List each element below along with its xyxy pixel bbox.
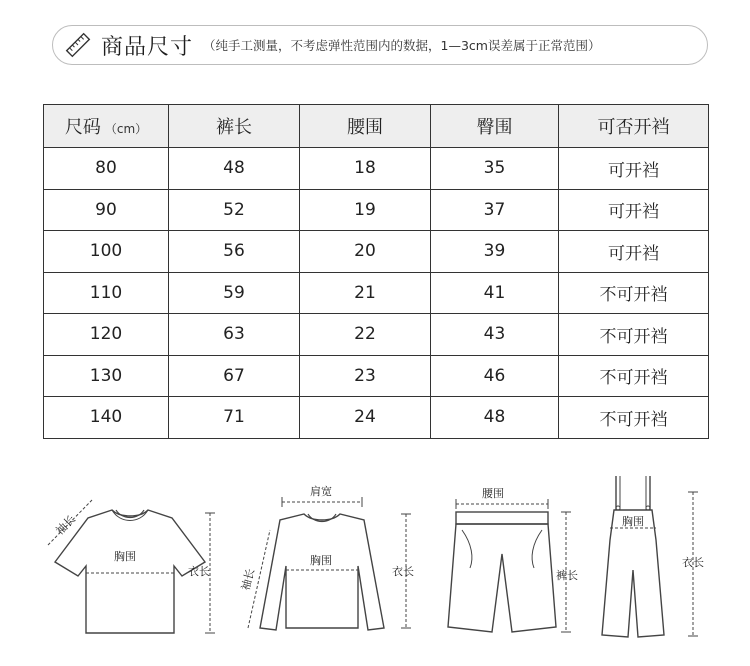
cell-size: 80 <box>44 148 169 190</box>
cell-hip: 48 <box>431 397 559 439</box>
overalls-diagram <box>590 470 720 645</box>
cell-open-crotch: 可开裆 <box>559 231 709 273</box>
header-size: 尺码 （cm） <box>44 105 169 148</box>
cell-size: 140 <box>44 397 169 439</box>
table-row <box>44 314 709 356</box>
pants-waist-label: 腰围 <box>482 487 504 500</box>
tshirt-sleeve-label: 袖长 <box>53 512 79 538</box>
cell-waist: 20 <box>300 231 431 273</box>
cell-hip: 41 <box>431 272 559 314</box>
pants-icon <box>440 482 580 642</box>
table-header-row <box>44 105 709 148</box>
cell-open-crotch: 不可开裆 <box>559 314 709 356</box>
overalls-length-label: 衣长 <box>682 556 704 569</box>
cell-hip: 39 <box>431 231 559 273</box>
longsleeve-sleeve-label: 袖长 <box>239 567 258 592</box>
header-hip: 臀围 <box>431 105 559 148</box>
tshirt-diagram <box>40 488 225 648</box>
cell-waist: 22 <box>300 314 431 356</box>
pants-length-label: 裤长 <box>556 569 578 582</box>
cell-size: 100 <box>44 231 169 273</box>
cell-waist: 18 <box>300 148 431 190</box>
cell-size: 110 <box>44 272 169 314</box>
cell-waist: 23 <box>300 355 431 397</box>
header-waist: 腰围 <box>300 105 431 148</box>
tshirt-icon <box>40 488 225 648</box>
longsleeve-length-label: 衣长 <box>392 565 414 578</box>
cell-open-crotch: 不可开裆 <box>559 397 709 439</box>
table-row <box>44 272 709 314</box>
cell-open-crotch: 不可开裆 <box>559 272 709 314</box>
cell-pants-length: 67 <box>169 355 300 397</box>
cell-waist: 21 <box>300 272 431 314</box>
header-open-crotch: 可否开裆 <box>559 105 709 148</box>
cell-pants-length: 52 <box>169 189 300 231</box>
pants-diagram <box>440 482 580 642</box>
cell-size: 130 <box>44 355 169 397</box>
cell-waist: 24 <box>300 397 431 439</box>
cell-hip: 43 <box>431 314 559 356</box>
header-banner <box>52 25 708 65</box>
cell-pants-length: 63 <box>169 314 300 356</box>
cell-size: 120 <box>44 314 169 356</box>
size-table <box>43 104 709 439</box>
cell-hip: 35 <box>431 148 559 190</box>
measurement-note: （纯手工测量，不考虑弹性范围内的数据，1—3cm误差属于正常范围） <box>203 38 601 53</box>
table-row <box>44 231 709 273</box>
overalls-icon <box>590 470 720 645</box>
cell-pants-length: 59 <box>169 272 300 314</box>
cell-size: 90 <box>44 189 169 231</box>
cell-hip: 46 <box>431 355 559 397</box>
cell-pants-length: 71 <box>169 397 300 439</box>
cell-waist: 19 <box>300 189 431 231</box>
header-pants-length: 裤长 <box>169 105 300 148</box>
cell-open-crotch: 可开裆 <box>559 189 709 231</box>
tshirt-chest-label: 胸围 <box>114 550 136 563</box>
cell-open-crotch: 可开裆 <box>559 148 709 190</box>
longsleeve-icon <box>232 478 422 648</box>
cell-pants-length: 48 <box>169 148 300 190</box>
longsleeve-shoulder-label: 肩宽 <box>310 485 332 498</box>
table-row <box>44 189 709 231</box>
table-row <box>44 397 709 439</box>
cell-hip: 37 <box>431 189 559 231</box>
longsleeve-chest-label: 胸围 <box>310 554 332 567</box>
cell-pants-length: 56 <box>169 231 300 273</box>
ruler-icon <box>65 32 91 58</box>
tshirt-length-label: 衣长 <box>188 565 210 578</box>
table-row <box>44 355 709 397</box>
table-row <box>44 148 709 190</box>
page-title: 商品尺寸 <box>101 34 194 60</box>
cell-open-crotch: 不可开裆 <box>559 355 709 397</box>
overalls-chest-label: 胸围 <box>622 515 644 528</box>
longsleeve-diagram <box>232 478 422 648</box>
